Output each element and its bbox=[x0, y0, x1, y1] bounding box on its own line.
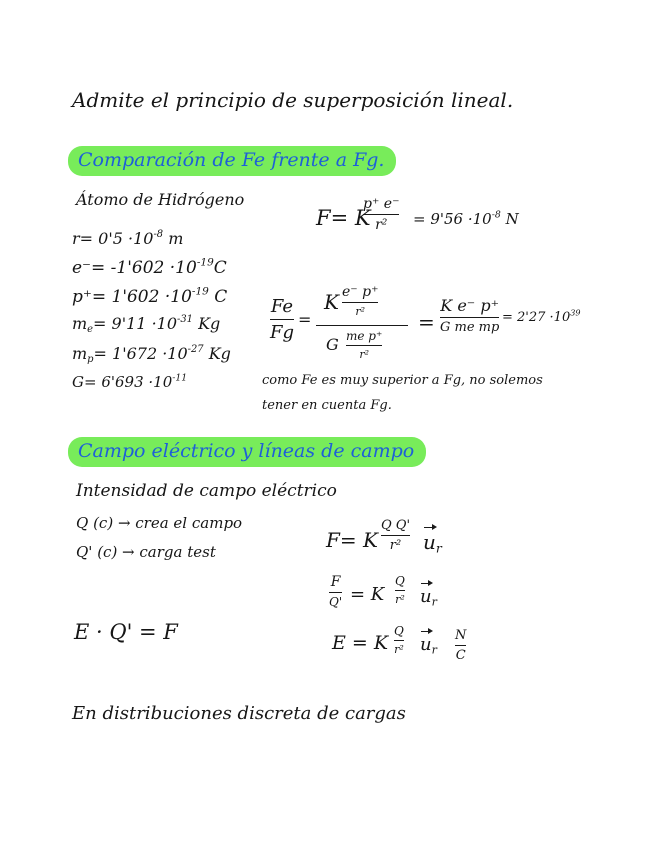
test-charge-def: Q' (c) → carga test bbox=[76, 543, 216, 561]
force-ratio: Fe Fg bbox=[270, 296, 295, 343]
intro-text: Admite el principio de superposición lineal. bbox=[72, 88, 514, 112]
unit-vector-3: $u_r$ bbox=[420, 634, 437, 657]
section-heading-comparison: Comparación de Fe frente a Fg. bbox=[68, 146, 396, 176]
proton-charge: $p^+= 1'602 \cdot 10^{-19}$ C bbox=[72, 285, 228, 307]
ratio-result: = $2'27 \cdot 10^{39}$ bbox=[502, 308, 581, 325]
coulomb-force-fraction: p⁺ e⁻ r² bbox=[363, 196, 400, 233]
ratio-equals-1: = bbox=[298, 310, 312, 329]
field-force-fraction: Q Q' r² bbox=[381, 518, 411, 553]
note-line-2: tener en cuenta Fg. bbox=[262, 398, 392, 413]
electron-charge: $e^-= -1'602 \cdot 10^{-19}C$ bbox=[72, 256, 227, 278]
compound-fraction: K e⁻ p⁺ r² G me p⁺ r² bbox=[316, 284, 408, 367]
source-charge-def: Q (c) → crea el campo bbox=[76, 514, 243, 532]
field-force-relation: E · Q' = F bbox=[74, 620, 178, 644]
field-intensity-title: Intensidad de campo eléctrico bbox=[76, 481, 337, 501]
section-heading-electric-field: Campo eléctrico y líneas de campo bbox=[68, 437, 426, 467]
proton-mass: $m_p= 1'672 \cdot 10^{-27}$ Kg bbox=[72, 344, 231, 365]
field-fraction-2: Q r² bbox=[395, 574, 405, 606]
radius-value: $r= 0'5 \cdot 10^{-8}$ m bbox=[72, 229, 184, 248]
note-line-1: como Fe es muy superior a Fg, no solemos bbox=[262, 373, 543, 388]
field-equals-k: = K bbox=[350, 584, 385, 605]
field-force-lhs: F= K bbox=[326, 528, 378, 552]
force-per-charge: F Q' bbox=[329, 574, 343, 609]
unit-vector-1: $u_r$ bbox=[423, 530, 442, 556]
field-unit: N C bbox=[455, 628, 467, 663]
atom-title: Átomo de Hidrógeno bbox=[76, 190, 245, 209]
discrete-distributions-title: En distribuciones discreta de cargas bbox=[72, 703, 406, 724]
ratio-equals-2: = bbox=[418, 310, 435, 334]
coulomb-force-lhs: F= K bbox=[316, 206, 371, 230]
electric-field-fraction: Q r² bbox=[394, 624, 404, 656]
electron-mass: $m_e= 9'11 \cdot 10^{-31}$ Kg bbox=[72, 314, 221, 335]
gravitational-constant: $G= 6'693 \cdot 10^{-11}$ bbox=[72, 372, 188, 391]
coulomb-force-result: = $9'56 \cdot 10^{-8}$ N bbox=[413, 209, 519, 228]
unit-vector-2: $u_r$ bbox=[420, 586, 437, 609]
electric-field-lhs: E = K bbox=[332, 632, 389, 654]
simplified-ratio: K e⁻ p⁺ G me mp bbox=[440, 296, 500, 335]
